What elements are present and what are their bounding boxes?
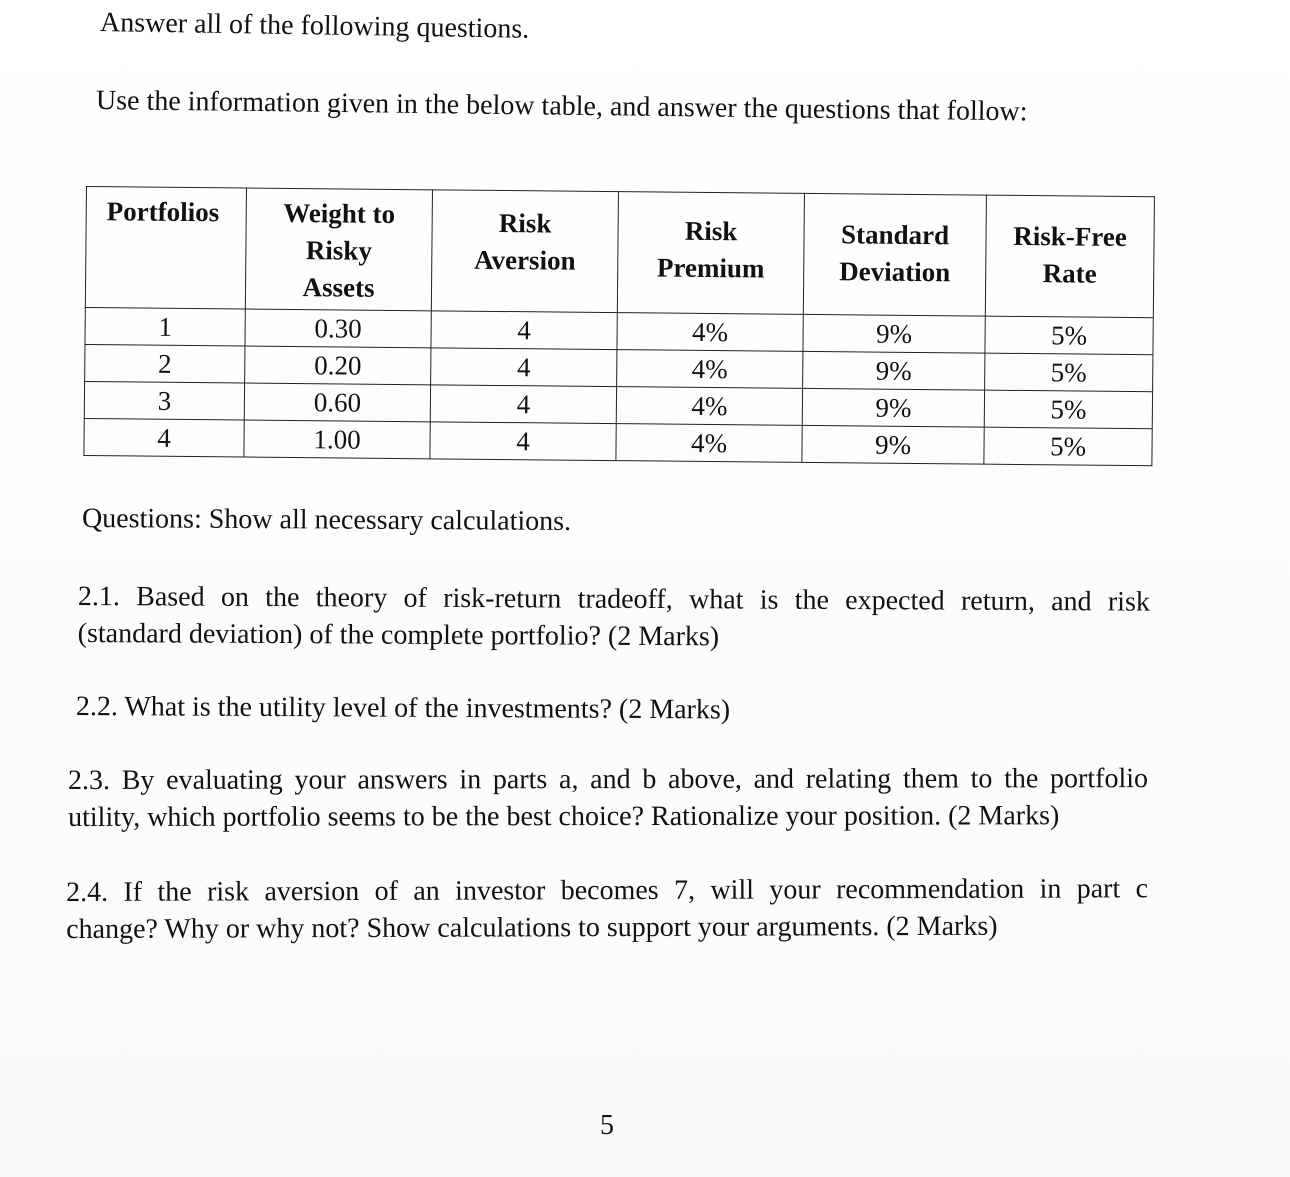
cell-standard-deviation: 9%: [802, 425, 984, 464]
portfolio-table-container: [83, 186, 1154, 466]
instruction-heading: Answer all of the following questions.: [99, 7, 530, 45]
header-weight-label: Weight to Risky Assets: [283, 197, 396, 303]
cell-risk-aversion: 4: [431, 348, 617, 387]
header-portfolios: Portfolios: [85, 187, 246, 310]
cell-portfolio: 3: [84, 381, 244, 420]
cell-risk-free-rate: 5%: [984, 390, 1152, 429]
question-2-1: [78, 578, 1150, 658]
cell-standard-deviation: 9%: [802, 388, 984, 427]
cell-risk-premium: 4%: [617, 350, 803, 389]
question-2-4-line-2: change? Why or why not? Show calculations to support your arguments. (2 Marks): [66, 910, 998, 945]
header-risk-aversion-label: Risk Aversion: [473, 207, 576, 276]
intro-text: Use the information given in the below table, and answer the questions that follow:: [95, 85, 1028, 128]
question-2-4: [66, 870, 1148, 948]
cell-risk-free-rate: 5%: [985, 316, 1153, 355]
question-2-3: [68, 760, 1148, 836]
question-2-2: [76, 688, 1148, 731]
portfolio-table: [83, 186, 1155, 466]
header-standard-deviation-label: Standard Deviation: [839, 219, 951, 288]
header-risk-free-rate-label: Risk-Free Rate: [1013, 220, 1127, 289]
header-risk-aversion: [431, 190, 618, 313]
cell-weight: 0.60: [244, 383, 430, 422]
cell-portfolio: 2: [85, 344, 245, 383]
cell-risk-premium: 4%: [616, 387, 802, 426]
table-header-row: [85, 187, 1154, 318]
header-risk-premium: [617, 192, 804, 315]
cell-weight: 1.00: [244, 420, 430, 459]
cell-risk-free-rate: 5%: [985, 353, 1153, 392]
cell-risk-premium: 4%: [617, 313, 803, 352]
cell-risk-aversion: 4: [430, 385, 616, 424]
cell-portfolio: 4: [84, 418, 244, 457]
cell-standard-deviation: 9%: [803, 314, 985, 353]
questions-title: Questions: Show all necessary calculations.: [81, 503, 572, 537]
header-risk-free-rate: [985, 195, 1154, 318]
question-2-2-line-1: 2.2. What is the utility level of the investments? (2 Marks): [75, 690, 731, 726]
question-2-1-line-1: 2.1. Based on the theory of risk-return tradeoff, what is the expected return, and risk: [77, 580, 1150, 618]
question-2-3-line-1: 2.3. By evaluating your answers in parts a, and b above, and relating them to the portfolio: [68, 763, 1149, 796]
cell-risk-aversion: 4: [431, 311, 617, 350]
header-risk-premium-label: Risk Premium: [656, 215, 765, 284]
cell-standard-deviation: 9%: [803, 351, 985, 390]
question-2-4-line-1: 2.4. If the risk aversion of an investor becomes 7, will your recommendation in part c: [66, 873, 1149, 908]
question-2-3-line-2: utility, which portfolio seems to be the best choice? Rationalize your position. (2 Marks): [68, 800, 1060, 833]
page-number: 5: [600, 1110, 614, 1141]
header-weight-to-risky-assets: [245, 188, 432, 311]
cell-weight: 0.20: [245, 346, 431, 385]
cell-risk-free-rate: 5%: [984, 427, 1152, 466]
cell-risk-premium: 4%: [616, 424, 802, 463]
cell-risk-aversion: 4: [430, 422, 616, 461]
cell-weight: 0.30: [245, 309, 431, 348]
question-2-1-line-2: (standard deviation) of the complete portfolio? (2 Marks): [77, 617, 720, 653]
header-standard-deviation: [803, 193, 986, 316]
cell-portfolio: 1: [85, 307, 245, 346]
